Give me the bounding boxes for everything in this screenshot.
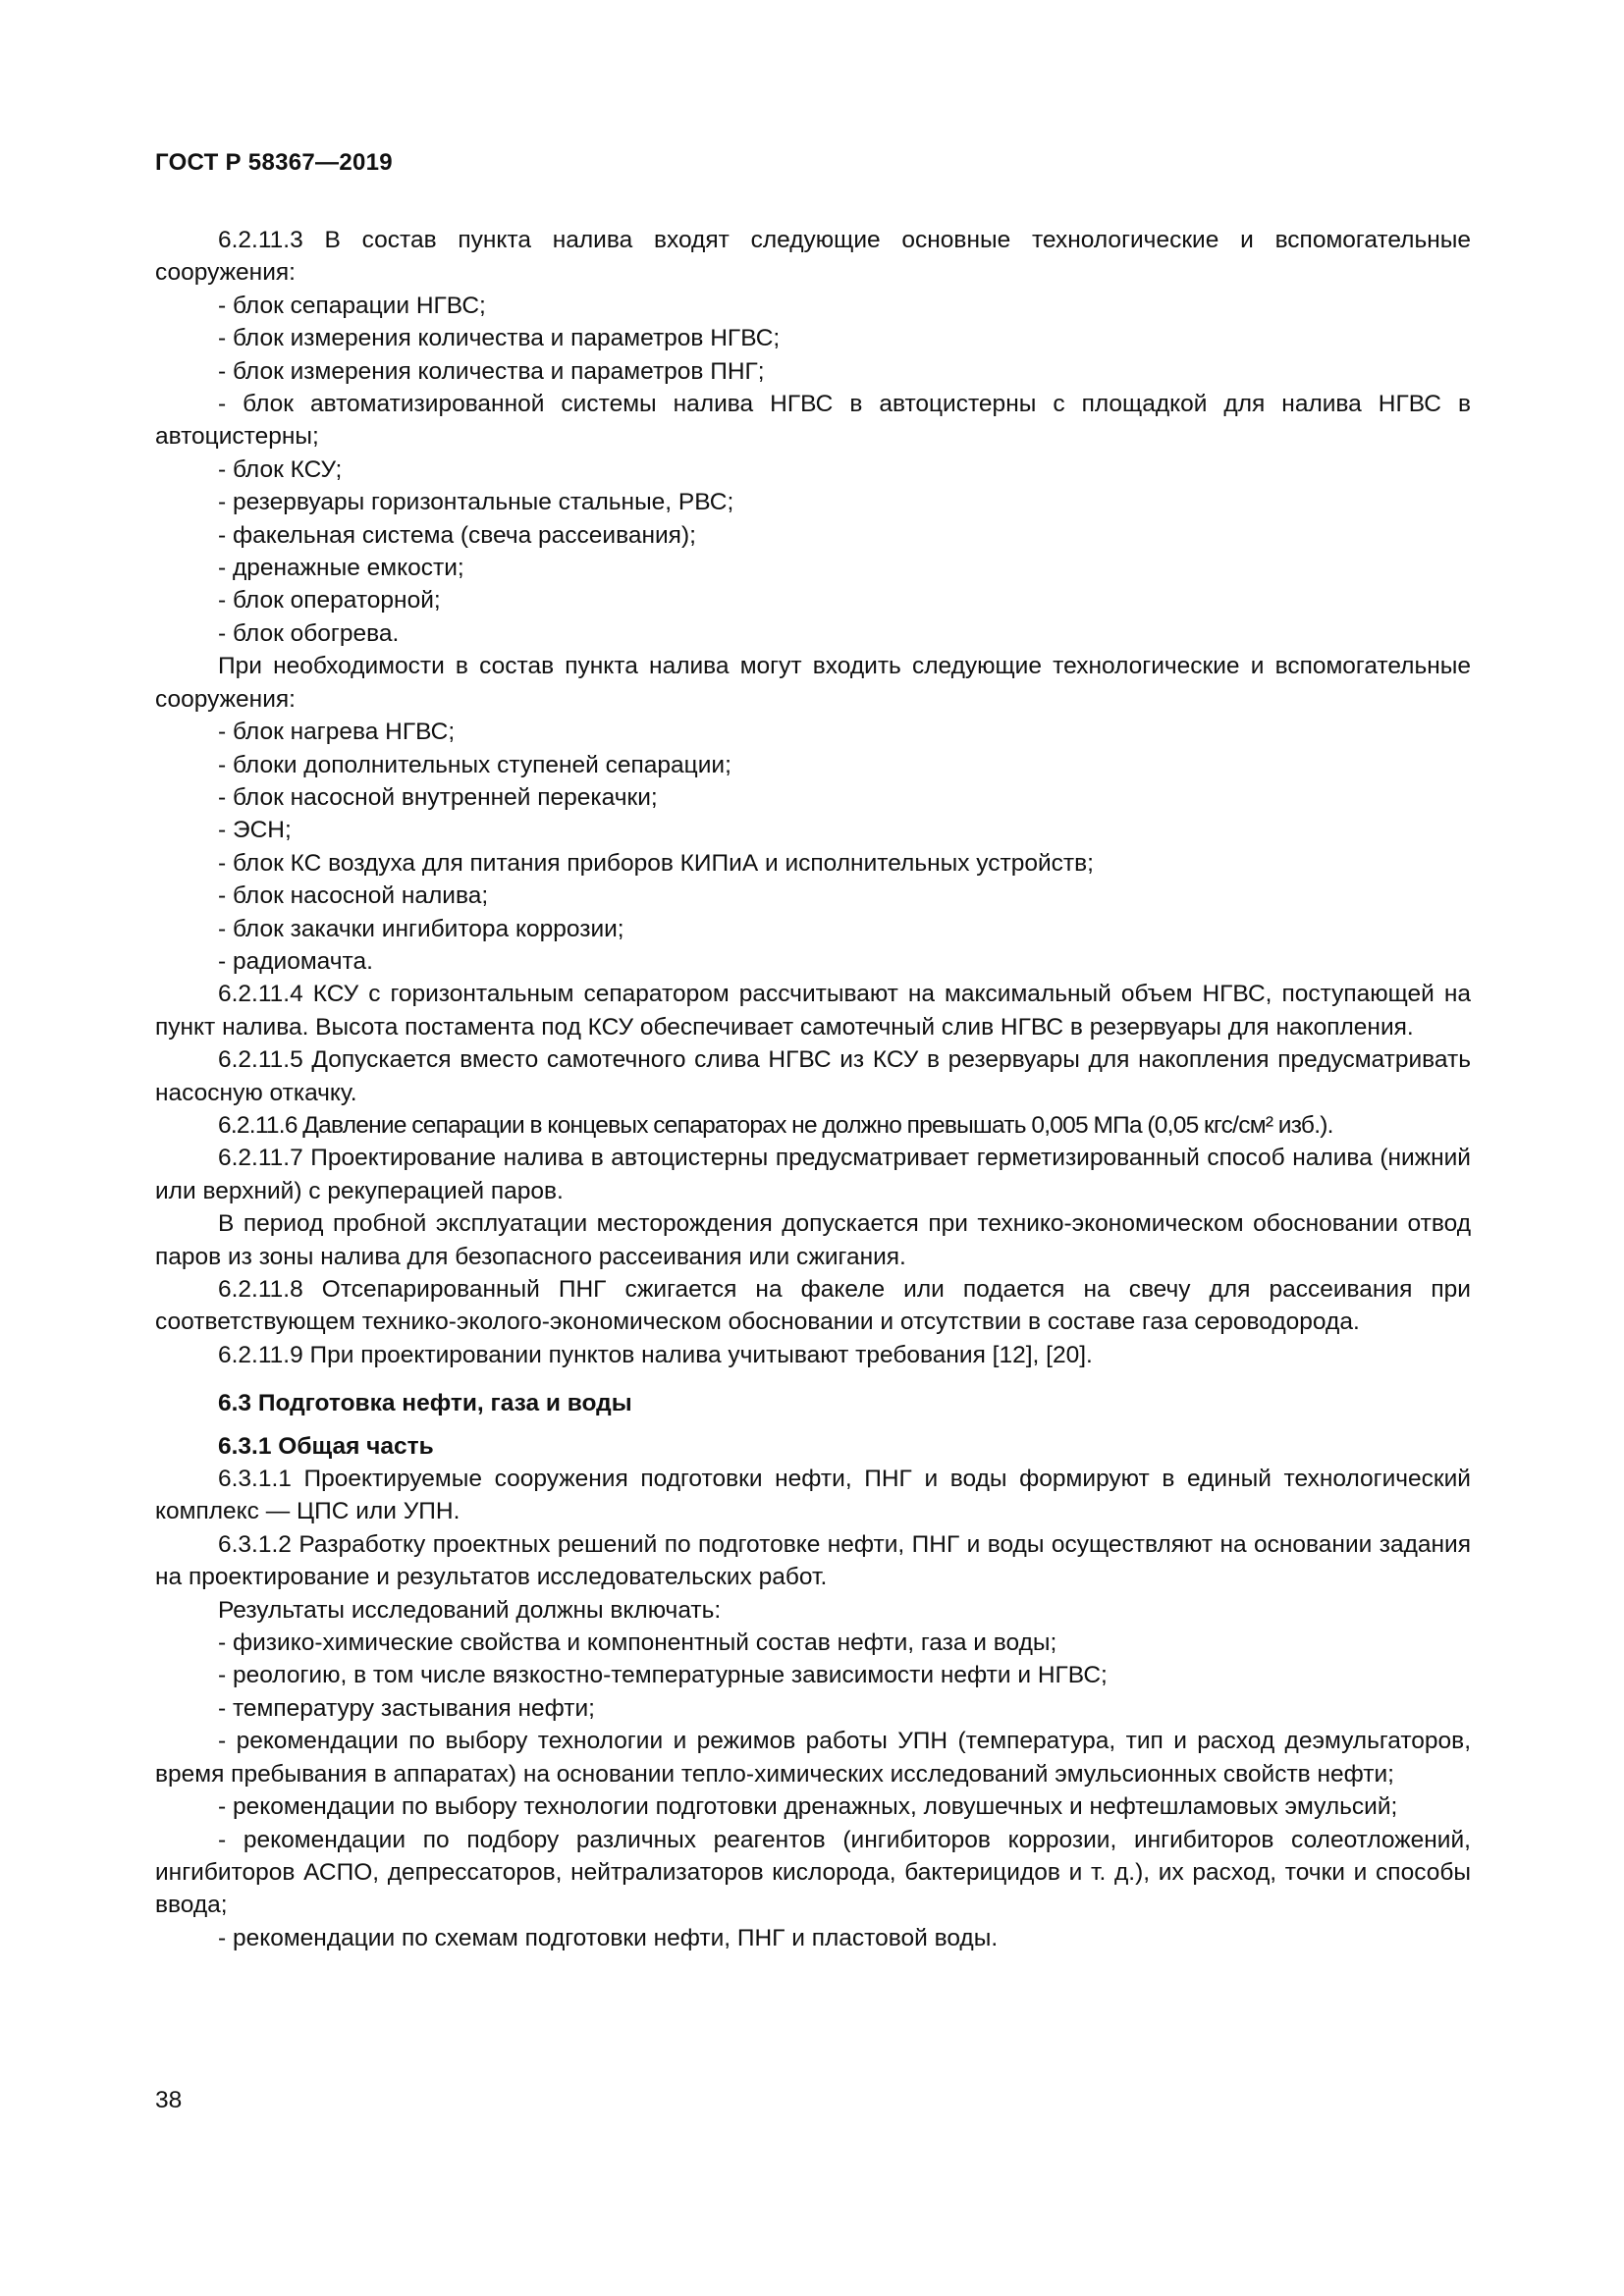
list-item: - рекомендации по выбору технологии подготовки дренажных, ловушечных и нефтешламовых эмульсий; <box>218 1793 1398 1821</box>
list-item: - рекомендации по схемам подготовки нефти, ПНГ и пластовой воды. <box>218 1924 999 1951</box>
paragraph-6-3-1-1: 6.3.1.1 Проектируемые сооружения подготовки нефти, ПНГ и воды формируют в единый технологический комплекс — ЦПС или УПН. <box>155 1466 1471 1525</box>
list-item: - блоки дополнительных ступеней сепарации; <box>218 751 731 778</box>
paragraph-6-2-11-9: 6.2.11.9 При проектировании пунктов налива учитывают требования [12], [20]. <box>218 1341 1093 1368</box>
list-item: - рекомендации по подбору различных реагентов (ингибиторов коррозии, ингибиторов солеотложений, ингибиторов АСПО, депрессаторов, нейтрализаторов кислорода, бактерицидов и т. д.), их расход, точки и способы ввода; <box>155 1826 1471 1919</box>
paragraph-6-3-1-2: 6.3.1.2 Разработку проектных решений по подготовке нефти, ПНГ и воды осуществляют на основании задания на проектирование и результатов исследовательских работ. <box>155 1530 1471 1591</box>
list-item: - блок обогрева. <box>218 619 400 647</box>
document-header: ГОСТ Р 58367—2019 <box>155 149 393 176</box>
list-item: - блок автоматизированной системы налива НГВС в автоцистерны с площадкой для налива НГВС в автоцистерны; <box>155 391 1471 451</box>
page-number: 38 <box>155 2087 183 2113</box>
list-item: - резервуары горизонтальные стальные, РВС; <box>218 489 734 516</box>
paragraph-6-2-11-7: 6.2.11.7 Проектирование налива в автоцистерны предусматривает герметизированный способ налива (нижний или верхний) с рекуперацией паров. <box>155 1145 1471 1204</box>
list-item: - блок насосной внутренней перекачки; <box>218 783 658 811</box>
list-item: - блок измерения количества и параметров НГВС; <box>218 325 781 352</box>
list-item: - блок измерения количества и параметров ПНГ; <box>218 357 765 385</box>
paragraph-6-2-11-3: 6.2.11.3 В состав пункта налива входят следующие основные технологические и вспомогательные сооружения: <box>155 227 1471 287</box>
list-item: - факельная система (свеча рассеивания); <box>218 521 696 549</box>
list-item: - блок сепарации НГВС; <box>218 292 486 319</box>
list-item: - блок операторной; <box>218 587 441 614</box>
list-item: - температуру застывания нефти; <box>218 1694 595 1722</box>
list-item: - ЭСН; <box>218 817 292 844</box>
list-item: - дренажные емкости; <box>218 555 464 582</box>
list-item: - блок нагрева НГВС; <box>218 719 456 746</box>
list-item: - блок насосной налива; <box>218 882 489 910</box>
list-item: - радиомачта. <box>218 947 373 975</box>
document-body <box>155 224 1471 1954</box>
paragraph-research-results: Результаты исследований должны включать: <box>218 1596 722 1624</box>
section-heading-6-3: 6.3 Подготовка нефти, газа и воды <box>218 1390 632 1417</box>
subsection-heading-6-3-1: 6.3.1 Общая часть <box>218 1432 434 1460</box>
paragraph-6-2-11-4: 6.2.11.4 КСУ с горизонтальным сепаратором рассчитывают на максимальный объем НГВС, поступающей на пункт налива. Высота постамента под КСУ обеспечивает самотечный слив НГВС в резервуары для накопления. <box>155 981 1471 1041</box>
list-item: - блок закачки ингибитора коррозии; <box>218 915 624 942</box>
list-item: - реологию, в том числе вязкостно-температурные зависимости нефти и НГВС; <box>218 1662 1108 1689</box>
list-item: - блок КСУ; <box>218 455 343 483</box>
paragraph-optional-facilities: При необходимости в состав пункта налива могут входить следующие технологические и вспомогательные сооружения: <box>155 653 1471 713</box>
list-item: - физико-химические свойства и компонентный состав нефти, газа и воды; <box>218 1629 1057 1657</box>
paragraph-trial-operation: В период пробной эксплуатации месторождения допускается при технико-экономическом обосновании отвод паров из зоны налива для безопасного рассеивания или сжигания. <box>155 1210 1471 1270</box>
paragraph-6-2-11-6: 6.2.11.6 Давление сепарации в концевых сепараторах не должно превышать 0,005 МПа (0,05 кгс/см² изб.). <box>218 1111 1333 1139</box>
paragraph-6-2-11-5: 6.2.11.5 Допускается вместо самотечного слива НГВС из КСУ в резервуары для накопления предусматривать насосную откачку. <box>155 1046 1471 1106</box>
list-item: - блок КС воздуха для питания приборов КИПиА и исполнительных устройств; <box>218 849 1094 877</box>
paragraph-6-2-11-8: 6.2.11.8 Отсепарированный ПНГ сжигается на факеле или подается на свечу для рассеивания при соответствующем технико-эколого-экономическом обосновании и отсутствии в составе газа сероводорода. <box>155 1276 1471 1336</box>
list-item: - рекомендации по выбору технологии и режимов работы УПН (температура, тип и расход деэмульгаторов, время пребывания в аппаратах) на основании тепло-химических исследований эмульсионных свойств нефти; <box>155 1728 1471 1788</box>
